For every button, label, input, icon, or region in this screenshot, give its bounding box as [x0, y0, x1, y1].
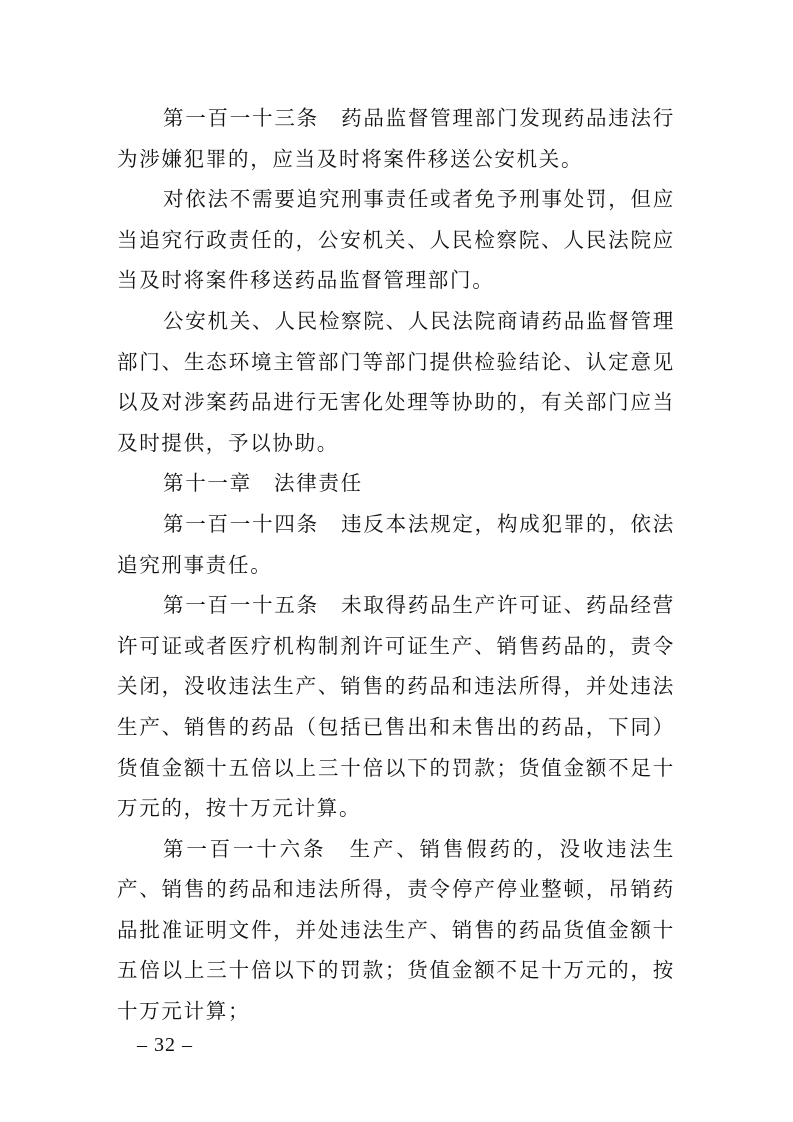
paragraph-article-115: 第一百一十五条 未取得药品生产许可证、药品经营许可证或者医疗机构制剂许可证生产、销售药品的，责令关闭，没收违法生产、销售的药品和违法所得，并处违法生产、销售的药品（包括已售出和未售出的药品，下同）货值金额十五倍以上三十倍以下的罚款；货值金额不足十万元的，按十万元计算。: [117, 593, 675, 821]
paragraph-article-113-clause-3: 公安机关、人民检察院、人民法院商请药品监督管理部门、生态环境主管部门等部门提供检验结论、认定意见以及对涉案药品进行无害化处理等协助的，有关部门应当及时提供，予以协助。: [117, 308, 675, 455]
paragraph-article-116: 第一百一十六条 生产、销售假药的，没收违法生产、销售的药品和违法所得，责令停产停业整顿，吊销药品批准证明文件，并处违法生产、销售的药品货值金额十五倍以上三十倍以下的罚款；货值金额不足十万元的，按十万元计算；: [117, 836, 675, 1024]
page-number: – 32 –: [137, 1034, 193, 1056]
paragraph-article-113: 第一百一十三条 药品监督管理部门发现药品违法行为涉嫌犯罪的，应当及时将案件移送公安机关。: [117, 106, 675, 171]
document-body: [117, 98, 675, 1032]
chapter-heading: 第十一章 法律责任: [163, 471, 363, 496]
paragraph-article-113-clause-2: 对依法不需要追究刑事责任或者免予刑事处罚，但应当追究行政责任的，公安机关、人民检察院、人民法院应当及时将案件移送药品监督管理部门。: [117, 187, 675, 293]
paragraph-article-114: 第一百一十四条 违反本法规定，构成犯罪的，依法追究刑事责任。: [117, 511, 675, 577]
